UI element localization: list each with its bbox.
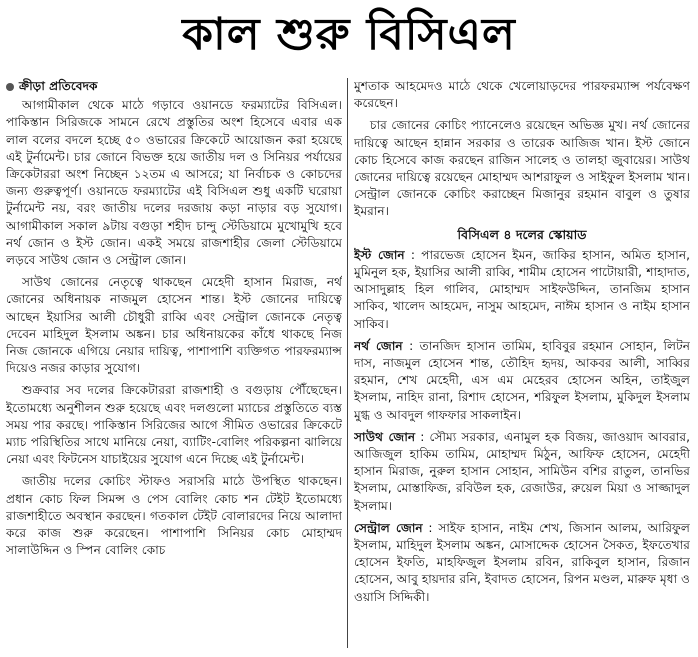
zone-players: পারভেজ হোসেন ইমন, জাকির হাসান, অমিত হাসান, মুমিনুল হক, ইয়াসির আলী রাব্বি, শামীম হোসেন পাটোয়ারী, শাহাদাত, আসাদুল্লাহ হিল গালিব, মোহাম্মদ সাইফউদ্দিন, তানজিম হাসান সাকিব, খালেদ আহমেদ, নাসুম আহমেদ, নাঈম হাসান ও নাইম হাসান সাকিব।	[354, 247, 690, 331]
body-paragraph: জাতীয় দলের কোচিং স্টাফও সরাসরি মাঠে উপস্থিত থাকছেন। প্রধান কোচ ফিল সিমন্স ও পেস বোলিং কোচ শন টেইট ইতোমধ্যে রাজশাহীতে অবস্থান করছেন। গতকাল টেইট বোলারদের নিয়ে আলাদা করে কাজ শুরু করেছেন। পাশাপাশি সিনিয়র কোচ মোহাম্মদ সালাউদ্দিন ও স্পিন বোলিং কোচ	[6, 474, 342, 558]
byline	[6, 78, 342, 95]
body-paragraph: সাউথ জোনের নেতৃত্বে থাকছেন মেহেদী হাসান মিরাজ, নর্থ জোনের অধিনায়ক নাজমুল হোসেন শান্ত। ইস্ট জোনের দায়িত্বে আছেন ইয়াসির আলী চৌধুরী রাব্বি এবং সেন্ট্রাল জোনকে নেতৃত্ব দেবেন মাহিদুল ইসলাম অঙ্কন। চার অধিনায়কের কাঁধে থাকছে নিজ নিজ জোনকে এগিয়ে নেয়ার দায়িত্ব, পাশাপাশি ব্যক্তিগত পারফরম্যান্স দিয়েও নজর কাড়ার সুযোগ।	[6, 275, 342, 376]
body-paragraph: আগামীকাল থেকে মাঠে গড়াবে ওয়ানডে ফরম্যাটের বিসিএল। পাকিস্তান সিরিজকে সামনে রেখে প্রস্তুতির অংশ হিসেবে এবার এক লাল বলের বদলে হচ্ছে ৫০ ওভারের ক্রিকেটে আয়োজন করা হয়েছে এই টুর্নামেন্ট। চার জোনে বিভক্ত হয়ে জাতীয় দল ও সিনিয়র পর্যায়ের ক্রিকেটাররা অংশ নিচ্ছেন ১২তম এ আসরে; যা নির্বাচক ও কোচদের জন্য গুরুত্বপূর্ণ। ওয়ানডে ফরম্যাটের এই বিসিএল শুধু একটি ঘরোয়া টুর্নামেন্ট নয়, বরং জাতীয় দলের দরজায় কড়া নাড়ার বড় সুযোগ। আগামীকাল সকাল ৯টায় বগুড়া শহীদ চান্দু স্টেডিয়ামে মুখোমুখি হবে নর্থ জোন ও ইস্ট জোন। একই সময়ে রাজশাহীর জেলা স্টেডিয়ামে লড়বে সাউথ জোন ও সেন্ট্রাল জোন।	[6, 98, 342, 268]
zone-label: সেন্ট্রাল জোন	[354, 520, 423, 535]
headline: কাল শুরু বিসিএল	[182, 9, 516, 60]
byline-text: ক্রীড়া প্রতিবেদক	[19, 79, 98, 93]
left-column	[6, 78, 342, 653]
zone-north: নর্থ জোন : তানজিদ হাসান তামিম, হাবিবুর রহমান সোহান, লিটন দাস, নাজমুল হোসেন শান্ত, তৌহিদ হৃদয়, আকবর আলী, সাব্বির রহমান, শেখ মেহেদী, এস এম মেহেরব হোসেন অহিন, তাইজুল ইসলাম, নাহিদ রানা, রিশাদ হোসেন, শরিফুল ইসলাম, মুকিদুল ইসলাম মুগ্ধ ও আবদুল গাফফার সাকলাইন।	[354, 338, 690, 422]
body-paragraph: শুক্রবার সব দলের ক্রিকেটাররা রাজশাহী ও বগুড়ায় পৌঁছেছেন। ইতোমধ্যে অনুশীলন শুরু হয়েছে এবং দলগুলো ম্যাচের প্রস্তুতিতে ব্যস্ত সময় পার করছে। পাকিস্তান সিরিজের আগে সীমিত ওভারের ক্রিকেটে ম্যাচ পরিস্থিতির সাথে মানিয়ে নেয়া, ব্যাটিং-বোলিং পরিকল্পনা ঝালিয়ে নেয়া এবং ফিটনেস যাচাইয়ের সুযোগ এনে দিচ্ছে এই টুর্নামেন্ট।	[6, 383, 342, 467]
right-column	[354, 78, 690, 653]
zone-players: তানজিদ হাসান তামিম, হাবিবুর রহমান সোহান, লিটন দাস, নাজমুল হোসেন শান্ত, তৌহিদ হৃদয়, আকবর আলী, সাব্বির রহমান, শেখ মেহেদী, এস এম মেহেরব হোসেন অহিন, তাইজুল ইসলাম, নাহিদ রানা, রিশাদ হোসেন, শরিফুল ইসলাম, মুকিদুল ইসলাম মুগ্ধ ও আবদুল গাফফার সাকলাইন।	[354, 338, 690, 422]
zone-players: সাইফ হাসান, নাইম শেখ, জিসান আলম, আরিফুল ইসলাম, মাহিদুল ইসলাম অঙ্কন, মোসাদ্দেক হোসেন সৈকত, ইফতেখার হোসেন ইফতি, মাহফিজুল ইসলাম রবিন, রাকিবুল হাসান, রিজান হোসেন, আবু হায়দার রনি, ইবাদত হোসেন, রিপন মণ্ডল, মারুফ মৃধা ও ওয়াসি সিদ্দিকী।	[354, 520, 690, 604]
zone-east: ইস্ট জোন : পারভেজ হোসেন ইমন, জাকির হাসান, অমিত হাসান, মুমিনুল হক, ইয়াসির আলী রাব্বি, শামীম হোসেন পাটোয়ারী, শাহাদাত, আসাদুল্লাহ হিল গালিব, মোহাম্মদ সাইফউদ্দিন, তানজিম হাসান সাকিব, খালেদ আহমেদ, নাসুম আহমেদ, নাঈম হাসান ও নাইম হাসান সাকিব।	[354, 247, 690, 331]
column-divider	[347, 78, 348, 648]
zone-central: সেন্ট্রাল জোন : সাইফ হাসান, নাইম শেখ, জিসান আলম, আরিফুল ইসলাম, মাহিদুল ইসলাম অঙ্কন, মোসাদ্দেক হোসেন সৈকত, ইফতেখার হোসেন ইফতি, মাহফিজুল ইসলাম রবিন, রাকিবুল হাসান, রিজান হোসেন, আবু হায়দার রনি, ইবাদত হোসেন, রিপন মণ্ডল, মারুফ মৃধা ও ওয়াসি সিদ্দিকী।	[354, 520, 690, 604]
zone-label: নর্থ জোন	[354, 338, 403, 353]
zone-label: সাউথ জোন	[354, 429, 416, 444]
body-paragraph: মুশতাক আহমেদও মাঠে থেকে খেলোয়াড়দের পারফরম্যান্স পর্যবেক্ষণ করেছেন।	[354, 79, 690, 111]
zone-players: সৌম্য সরকার, এনামুল হক বিজয়, জাওয়াদ আবরার, আজিজুল হাকিম তামিম, মোহাম্মদ মিঠুন, আফিফ হোসেন, মেহেদী হাসান মিরাজ, নুরুল হাসান সোহান, সামিউন বশির রাতুল, তানভির ইসলাম, মোস্তাফিজ, রবিউল হক, রেজাউর, রুয়েল মিয়া ও সাজ্জাদুল ইসলাম।	[354, 429, 690, 513]
bullet-icon	[6, 83, 14, 91]
zone-south: সাউথ জোন : সৌম্য সরকার, এনামুল হক বিজয়, জাওয়াদ আবরার, আজিজুল হাকিম তামিম, মোহাম্মদ মিঠুন, আফিফ হোসেন, মেহেদী হাসান মিরাজ, নুরুল হাসান সোহান, সামিউন বশির রাতুল, তানভির ইসলাম, মোস্তাফিজ, রবিউল হক, রেজাউর, রুয়েল মিয়া ও সাজ্জাদুল ইসলাম।	[354, 429, 690, 513]
zone-label: ইস্ট জোন	[354, 247, 405, 262]
body-paragraph: চার জোনের কোচিং প্যানেলেও রয়েছেন অভিজ্ঞ মুখ। নর্থ জোনের দায়িত্বে আছেন হান্নান সরকার ও তারেক আজিজ খান। ইস্ট জোনে কোচ হিসেবে কাজ করছেন রাজিন সালেহ ও তালহা জুবায়ের। সাউথ জোনের দায়িত্বে রয়েছেন মোহাম্মদ আশরাফুল ও সাইফুল ইসলাম খান। সেন্ট্রাল জোনকে কোচিং করাচ্ছেন মিজানুর রহমান বাবুল ও তুষার ইমরান।	[354, 118, 690, 219]
squad-heading: বিসিএল ৪ দলের স্কোয়াড	[457, 226, 587, 242]
